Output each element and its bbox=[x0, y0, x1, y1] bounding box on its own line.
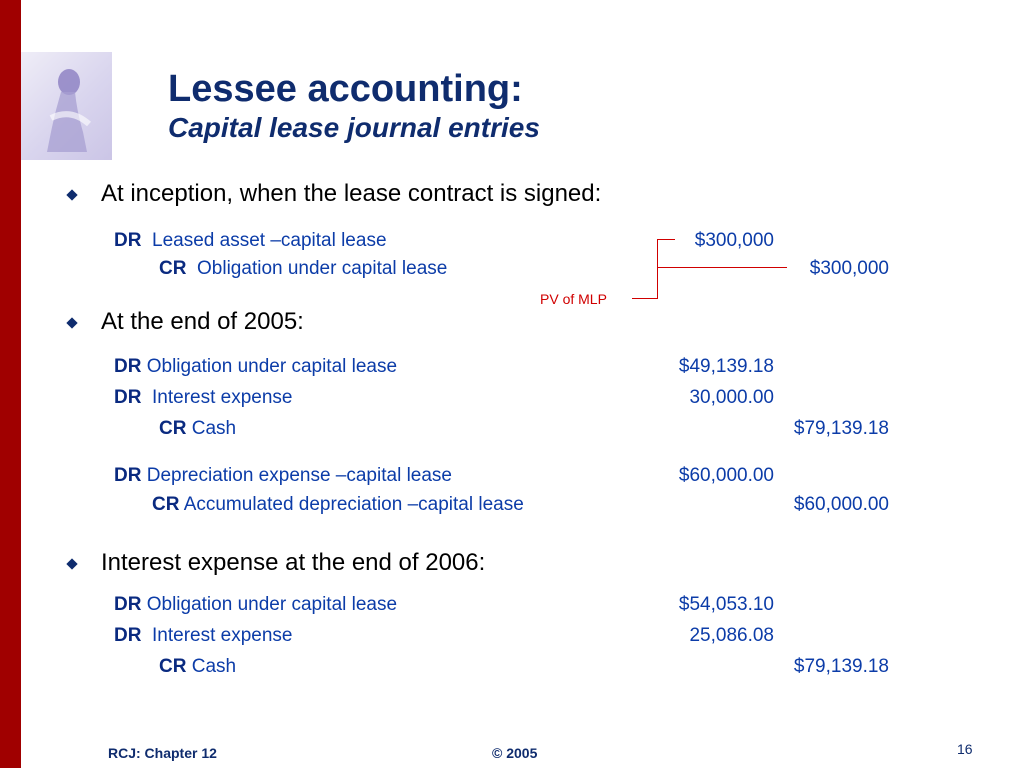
entry-code: DR bbox=[114, 465, 142, 486]
footer-copyright: © 2005 bbox=[492, 745, 538, 761]
entry-code: CR bbox=[159, 418, 187, 439]
entry-label: Obligation under capital lease bbox=[146, 594, 398, 615]
entry-label: Leased asset –capital lease bbox=[152, 230, 387, 251]
chess-piece-logo bbox=[21, 52, 112, 160]
entry-code: CR bbox=[152, 494, 180, 515]
bullet-diamond-icon bbox=[66, 558, 77, 569]
left-accent-bar bbox=[0, 0, 21, 768]
entry-code: DR bbox=[114, 625, 142, 646]
page-number: 16 bbox=[957, 741, 973, 757]
entry-line bbox=[159, 418, 236, 440]
pv-bracket-vertical bbox=[657, 239, 658, 298]
pv-bracket-middle bbox=[657, 267, 787, 268]
entry-line bbox=[159, 656, 236, 678]
debit-amount: $49,139.18 bbox=[678, 356, 774, 377]
pv-bracket-top bbox=[657, 239, 675, 240]
debit-amount: $54,053.10 bbox=[678, 594, 774, 615]
entry-label: Interest expense bbox=[152, 387, 293, 408]
credit-amount: $79,139.18 bbox=[793, 656, 889, 677]
entry-label: Cash bbox=[191, 418, 237, 439]
entry-label: Obligation under capital lease bbox=[146, 356, 398, 377]
credit-amount: $300,000 bbox=[809, 258, 889, 279]
bullet-end-2005: At the end of 2005: bbox=[101, 308, 304, 335]
bullet-end-2006: Interest expense at the end of 2006: bbox=[101, 549, 486, 576]
entry-code: CR bbox=[159, 258, 187, 279]
entry-label: Depreciation expense –capital lease bbox=[146, 465, 452, 486]
entry-code: DR bbox=[114, 594, 142, 615]
entry-code: DR bbox=[114, 230, 142, 251]
entry-line bbox=[152, 494, 524, 516]
entry-label: Cash bbox=[191, 656, 237, 677]
credit-amount: $60,000.00 bbox=[793, 494, 889, 515]
page-title: Lessee accounting: bbox=[168, 68, 523, 110]
debit-amount: $300,000 bbox=[694, 230, 774, 251]
entry-code: DR bbox=[114, 387, 142, 408]
entry-label: Interest expense bbox=[152, 625, 293, 646]
entry-line bbox=[114, 230, 387, 252]
entry-code: CR bbox=[159, 656, 187, 677]
bullet-diamond-icon bbox=[66, 317, 77, 328]
entry-line bbox=[114, 465, 452, 487]
bullet-diamond-icon bbox=[66, 189, 77, 200]
credit-amount: $79,139.18 bbox=[793, 418, 889, 439]
entry-label: Accumulated depreciation –capital lease bbox=[183, 494, 524, 515]
entry-code: DR bbox=[114, 356, 142, 377]
debit-amount: $60,000.00 bbox=[678, 465, 774, 486]
footer-chapter: RCJ: Chapter 12 bbox=[108, 745, 217, 761]
page-subtitle: Capital lease journal entries bbox=[168, 112, 540, 143]
pv-bracket-pointer bbox=[632, 298, 658, 299]
chess-piece-icon bbox=[21, 52, 112, 160]
pv-of-mlp-label: PV of MLP bbox=[540, 291, 607, 307]
entry-line bbox=[114, 356, 397, 378]
entry-line bbox=[114, 625, 293, 647]
entry-label: Obligation under capital lease bbox=[197, 258, 448, 279]
entry-line bbox=[159, 258, 447, 280]
debit-amount: 25,086.08 bbox=[689, 625, 774, 646]
bullet-inception: At inception, when the lease contract is signed: bbox=[101, 180, 602, 207]
entry-line bbox=[114, 594, 397, 616]
debit-amount: 30,000.00 bbox=[689, 387, 774, 408]
entry-line bbox=[114, 387, 293, 409]
